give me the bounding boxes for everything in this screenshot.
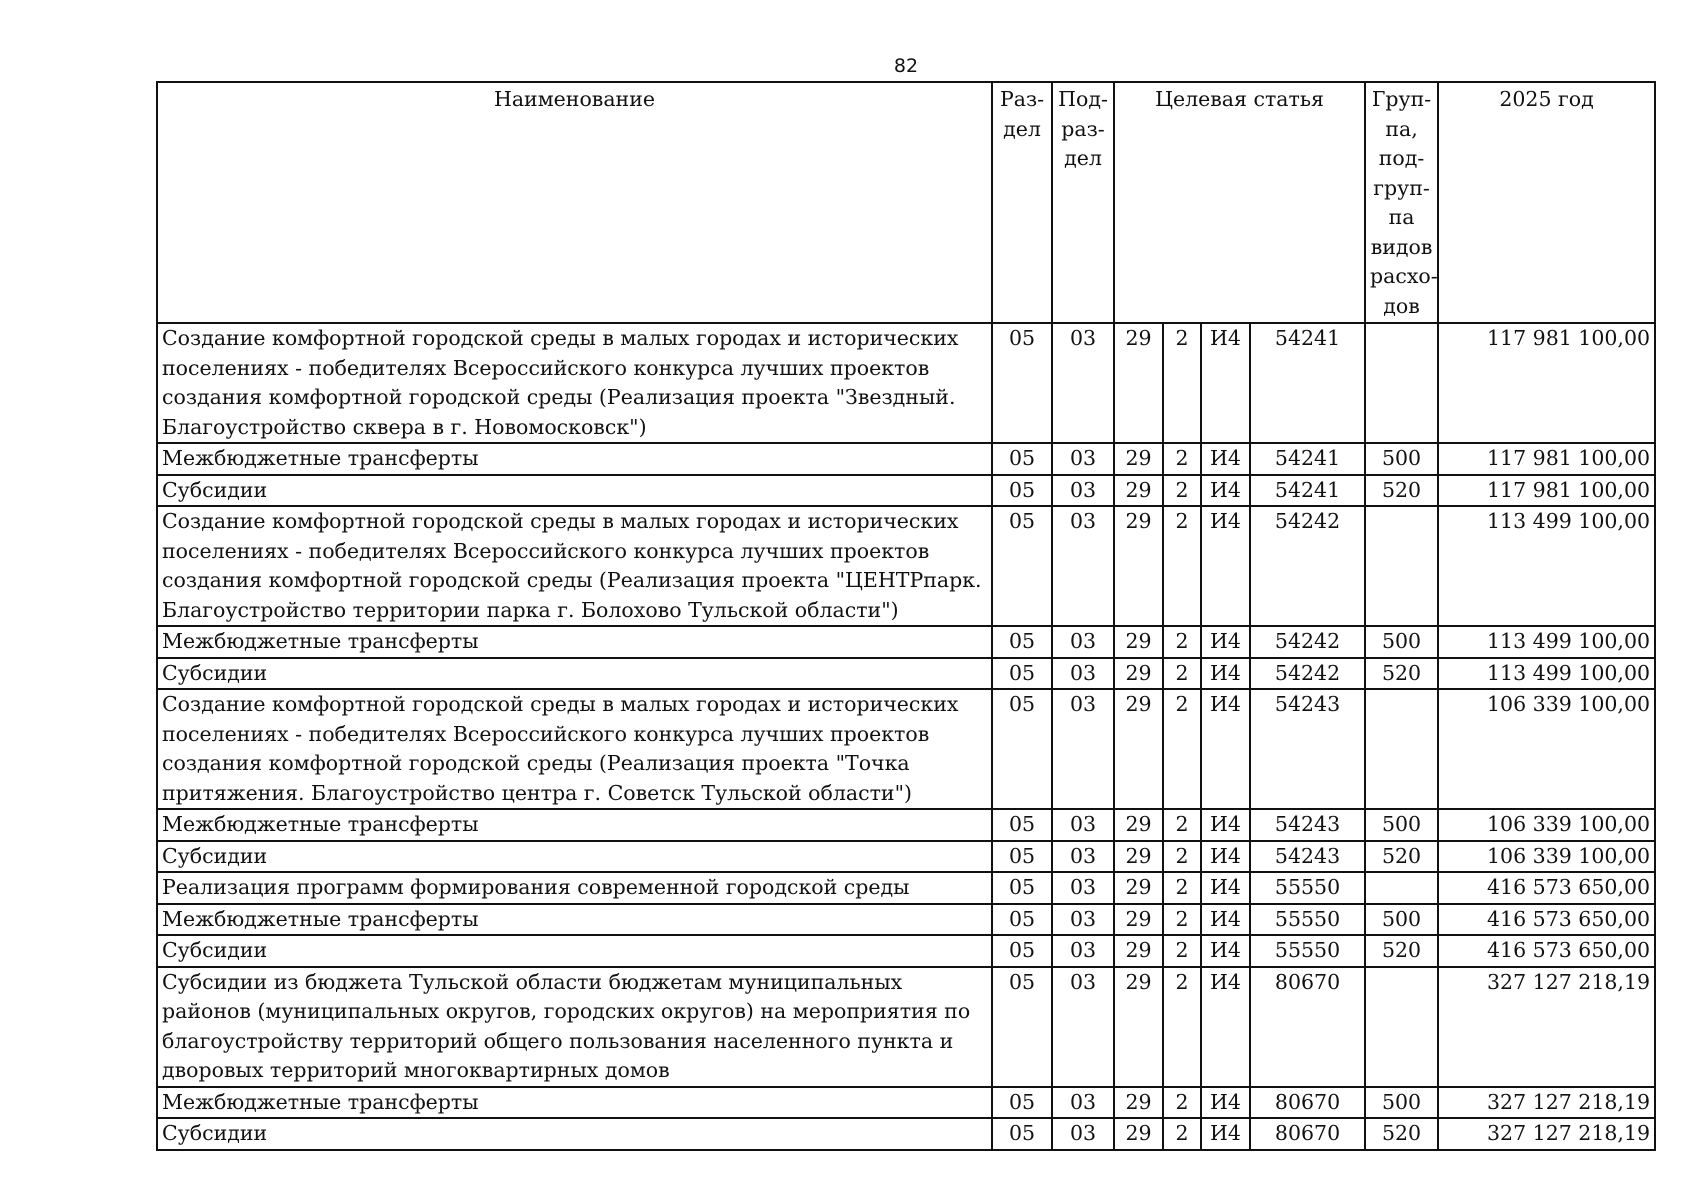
row-target-article-code: 54243 — [1250, 689, 1365, 809]
row-podrazdel: 03 — [1052, 872, 1114, 904]
row-amount: 117 981 100,00 — [1438, 443, 1655, 475]
row-group: 520 — [1365, 658, 1438, 690]
row-target-article-program: 29 — [1114, 1087, 1163, 1119]
row-target-article-project: И4 — [1201, 443, 1250, 475]
row-target-article-project: И4 — [1201, 626, 1250, 658]
table-row — [157, 506, 1655, 626]
row-amount: 327 127 218,19 — [1438, 967, 1655, 1087]
row-group — [1365, 967, 1438, 1087]
table-row — [157, 626, 1655, 658]
row-target-article-project: И4 — [1201, 1118, 1250, 1150]
row-razdel: 05 — [992, 904, 1052, 936]
row-target-article-type: 2 — [1163, 809, 1201, 841]
row-razdel: 05 — [992, 506, 1052, 626]
row-target-article-type: 2 — [1163, 935, 1201, 967]
row-target-article-project: И4 — [1201, 475, 1250, 507]
row-name: Создание комфортной городской среды в малых городах и исторических поселениях - победителях Всероссийского конкурса лучших проектов создания комфортной городской среды (Реализация проекта "Звездный. Благоустройство сквера в г. Новомосковск") — [157, 323, 992, 443]
row-target-article-code: 54242 — [1250, 658, 1365, 690]
row-target-article-program: 29 — [1114, 475, 1163, 507]
row-razdel: 05 — [992, 323, 1052, 443]
row-group: 520 — [1365, 841, 1438, 873]
row-amount: 117 981 100,00 — [1438, 323, 1655, 443]
row-target-article-type: 2 — [1163, 872, 1201, 904]
row-group: 500 — [1365, 809, 1438, 841]
row-target-article-code: 55550 — [1250, 872, 1365, 904]
row-target-article-type: 2 — [1163, 1118, 1201, 1150]
row-amount: 416 573 650,00 — [1438, 904, 1655, 936]
row-target-article-project: И4 — [1201, 904, 1250, 936]
row-amount: 113 499 100,00 — [1438, 658, 1655, 690]
row-amount: 106 339 100,00 — [1438, 841, 1655, 873]
row-podrazdel: 03 — [1052, 443, 1114, 475]
page-number: 82 — [893, 55, 919, 77]
row-target-article-project: И4 — [1201, 872, 1250, 904]
row-target-article-program: 29 — [1114, 967, 1163, 1087]
row-podrazdel: 03 — [1052, 689, 1114, 809]
row-group: 520 — [1365, 1118, 1438, 1150]
row-target-article-program: 29 — [1114, 935, 1163, 967]
row-target-article-type: 2 — [1163, 506, 1201, 626]
row-target-article-code: 55550 — [1250, 935, 1365, 967]
header-razdel-text: Раз- дел — [999, 87, 1045, 141]
row-razdel: 05 — [992, 809, 1052, 841]
row-name: Субсидии — [157, 1118, 992, 1150]
row-target-article-type: 2 — [1163, 967, 1201, 1087]
row-podrazdel: 03 — [1052, 841, 1114, 873]
row-target-article-program: 29 — [1114, 809, 1163, 841]
row-target-article-project: И4 — [1201, 689, 1250, 809]
row-target-article-type: 2 — [1163, 475, 1201, 507]
header-podrazdel — [1052, 82, 1114, 323]
row-target-article-project: И4 — [1201, 935, 1250, 967]
row-amount: 106 339 100,00 — [1438, 689, 1655, 809]
row-razdel: 05 — [992, 1087, 1052, 1119]
row-target-article-program: 29 — [1114, 841, 1163, 873]
table-row — [157, 809, 1655, 841]
table-row — [157, 967, 1655, 1087]
row-target-article-code: 54242 — [1250, 506, 1365, 626]
row-group: 520 — [1365, 935, 1438, 967]
row-name: Межбюджетные трансферты — [157, 1087, 992, 1119]
row-target-article-type: 2 — [1163, 1087, 1201, 1119]
row-amount: 327 127 218,19 — [1438, 1087, 1655, 1119]
table-row — [157, 689, 1655, 809]
header-year: 2025 год — [1438, 82, 1655, 323]
row-name: Межбюджетные трансферты — [157, 904, 992, 936]
table-row — [157, 1118, 1655, 1150]
row-target-article-project: И4 — [1201, 809, 1250, 841]
row-name: Создание комфортной городской среды в малых городах и исторических поселениях - победителях Всероссийского конкурса лучших проектов создания комфортной городской среды (Реализация проекта "Точка притяжения. Благоустройство центра г. Советск Тульской области") — [157, 689, 992, 809]
row-name: Субсидии — [157, 841, 992, 873]
row-podrazdel: 03 — [1052, 1087, 1114, 1119]
row-target-article-program: 29 — [1114, 443, 1163, 475]
row-target-article-code: 54242 — [1250, 626, 1365, 658]
row-target-article-code: 55550 — [1250, 904, 1365, 936]
row-target-article-program: 29 — [1114, 506, 1163, 626]
header-razdel — [992, 82, 1052, 323]
row-target-article-code: 54241 — [1250, 475, 1365, 507]
row-name: Реализация программ формирования современной городской среды — [157, 872, 992, 904]
table-row — [157, 1087, 1655, 1119]
table-row — [157, 475, 1655, 507]
row-group: 500 — [1365, 443, 1438, 475]
row-name: Межбюджетные трансферты — [157, 626, 992, 658]
row-target-article-type: 2 — [1163, 689, 1201, 809]
row-amount: 106 339 100,00 — [1438, 809, 1655, 841]
row-name: Межбюджетные трансферты — [157, 809, 992, 841]
row-group: 520 — [1365, 475, 1438, 507]
row-target-article-type: 2 — [1163, 841, 1201, 873]
table-row — [157, 904, 1655, 936]
row-razdel: 05 — [992, 841, 1052, 873]
row-target-article-project: И4 — [1201, 841, 1250, 873]
row-group — [1365, 872, 1438, 904]
row-target-article-program: 29 — [1114, 658, 1163, 690]
row-razdel: 05 — [992, 626, 1052, 658]
row-group — [1365, 323, 1438, 443]
row-razdel: 05 — [992, 935, 1052, 967]
row-target-article-project: И4 — [1201, 506, 1250, 626]
row-amount: 416 573 650,00 — [1438, 872, 1655, 904]
row-podrazdel: 03 — [1052, 809, 1114, 841]
row-target-article-code: 80670 — [1250, 1118, 1365, 1150]
row-razdel: 05 — [992, 1118, 1052, 1150]
row-amount: 113 499 100,00 — [1438, 626, 1655, 658]
row-target-article-type: 2 — [1163, 626, 1201, 658]
row-podrazdel: 03 — [1052, 935, 1114, 967]
row-target-article-code: 54243 — [1250, 841, 1365, 873]
row-target-article-code: 80670 — [1250, 1087, 1365, 1119]
row-target-article-type: 2 — [1163, 904, 1201, 936]
row-podrazdel: 03 — [1052, 904, 1114, 936]
row-group: 500 — [1365, 1087, 1438, 1119]
row-group — [1365, 689, 1438, 809]
row-group — [1365, 506, 1438, 626]
table-body — [157, 323, 1655, 1150]
header-target-article: Целевая статья — [1114, 82, 1365, 323]
row-target-article-code: 80670 — [1250, 967, 1365, 1087]
row-razdel: 05 — [992, 872, 1052, 904]
row-podrazdel: 03 — [1052, 506, 1114, 626]
table-row — [157, 872, 1655, 904]
row-target-article-type: 2 — [1163, 443, 1201, 475]
row-target-article-project: И4 — [1201, 658, 1250, 690]
row-target-article-program: 29 — [1114, 689, 1163, 809]
row-podrazdel: 03 — [1052, 967, 1114, 1087]
table-row — [157, 443, 1655, 475]
row-podrazdel: 03 — [1052, 475, 1114, 507]
table-row — [157, 323, 1655, 443]
row-podrazdel: 03 — [1052, 658, 1114, 690]
row-target-article-program: 29 — [1114, 1118, 1163, 1150]
row-amount: 327 127 218,19 — [1438, 1118, 1655, 1150]
row-razdel: 05 — [992, 967, 1052, 1087]
row-name: Субсидии — [157, 658, 992, 690]
row-razdel: 05 — [992, 443, 1052, 475]
row-razdel: 05 — [992, 658, 1052, 690]
row-target-article-type: 2 — [1163, 658, 1201, 690]
row-name: Субсидии — [157, 935, 992, 967]
row-target-article-program: 29 — [1114, 626, 1163, 658]
row-podrazdel: 03 — [1052, 1118, 1114, 1150]
header-podrazdel-text: Под- раз- дел — [1058, 87, 1108, 170]
row-amount: 416 573 650,00 — [1438, 935, 1655, 967]
row-name: Создание комфортной городской среды в малых городах и исторических поселениях - победителях Всероссийского конкурса лучших проектов создания комфортной городской среды (Реализация проекта "ЦЕНТРпарк. Благоустройство территории парка г. Болохово Тульской области") — [157, 506, 992, 626]
header-group — [1365, 82, 1438, 323]
row-target-article-program: 29 — [1114, 904, 1163, 936]
table-row — [157, 841, 1655, 873]
row-amount: 113 499 100,00 — [1438, 506, 1655, 626]
row-razdel: 05 — [992, 475, 1052, 507]
row-name: Субсидии — [157, 475, 992, 507]
row-target-article-project: И4 — [1201, 967, 1250, 1087]
row-target-article-code: 54241 — [1250, 323, 1365, 443]
row-target-article-code: 54241 — [1250, 443, 1365, 475]
row-target-article-program: 29 — [1114, 323, 1163, 443]
row-razdel: 05 — [992, 689, 1052, 809]
row-group: 500 — [1365, 904, 1438, 936]
row-target-article-code: 54243 — [1250, 809, 1365, 841]
table-row — [157, 658, 1655, 690]
table-header-row — [157, 82, 1655, 323]
row-podrazdel: 03 — [1052, 323, 1114, 443]
row-target-article-project: И4 — [1201, 323, 1250, 443]
header-name: Наименование — [157, 82, 992, 323]
row-amount: 117 981 100,00 — [1438, 475, 1655, 507]
row-group: 500 — [1365, 626, 1438, 658]
budget-table — [156, 81, 1656, 1151]
header-group-text: Груп- па, под- груп- па видов расхо- дов — [1370, 87, 1438, 318]
row-name: Межбюджетные трансферты — [157, 443, 992, 475]
row-name: Субсидии из бюджета Тульской области бюджетам муниципальных районов (муниципальных округов, городских округов) на мероприятия по благоустройству территорий общего пользования населенного пункта и дворовых территорий многоквартирных домов — [157, 967, 992, 1087]
row-podrazdel: 03 — [1052, 626, 1114, 658]
table-row — [157, 935, 1655, 967]
row-target-article-program: 29 — [1114, 872, 1163, 904]
row-target-article-project: И4 — [1201, 1087, 1250, 1119]
row-target-article-type: 2 — [1163, 323, 1201, 443]
